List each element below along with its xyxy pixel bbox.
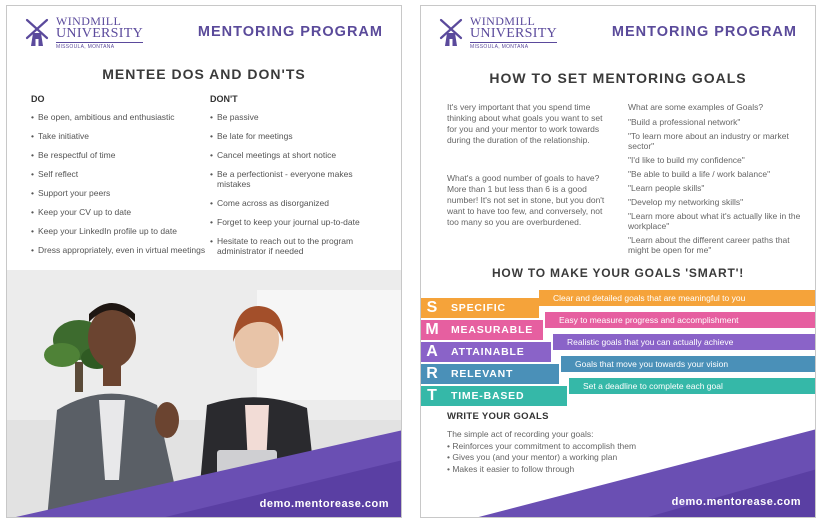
- smart-row-attainable: [421, 338, 816, 358]
- page-header: [421, 6, 815, 58]
- write-goals-item: • Makes it easier to follow through: [447, 463, 575, 474]
- smart-title: HOW TO MAKE YOUR GOALS 'SMART'!: [491, 266, 745, 280]
- list-item: • Dress appropriately, even in virtual meetings: [31, 245, 216, 255]
- logo-line1: WINDMILL: [470, 13, 536, 28]
- goal-example: "Build a professional network": [628, 117, 741, 127]
- do-column: [31, 94, 216, 264]
- smart-word: SPECIFIC: [451, 302, 506, 314]
- do-header: DO: [31, 94, 45, 104]
- write-goals-item: • Gives you (and your mentor) a working plan: [447, 452, 618, 462]
- write-goals-item: • Reinforces your commitment to accomplish them: [447, 440, 637, 451]
- smart-row-relevant: [421, 360, 816, 380]
- dont-header: DON'T: [210, 94, 238, 104]
- dont-list: [210, 112, 388, 256]
- smart-description: Set a deadline to complete each goal: [569, 378, 816, 394]
- smart-label: [421, 320, 543, 340]
- write-goals-header: WRITE YOUR GOALS: [447, 411, 549, 422]
- university-logo: [23, 15, 143, 49]
- do-list: [31, 112, 216, 255]
- dos-donts-page: [6, 5, 402, 518]
- logo-line2: UNIVERSITY: [56, 25, 143, 41]
- smart-word: RELEVANT: [451, 368, 514, 380]
- smart-letter: R: [426, 365, 438, 382]
- goal-example: "To learn more about an industry or market sector": [628, 131, 789, 151]
- program-title: MENTORING PROGRAM: [197, 24, 383, 40]
- smart-label: [421, 298, 539, 318]
- logo-line3: MISSOULA, MONTANA: [470, 43, 529, 50]
- goals-page: [420, 5, 816, 518]
- program-title: MENTORING PROGRAM: [611, 24, 797, 40]
- dont-column: [210, 94, 388, 265]
- smart-letter: A: [426, 343, 438, 360]
- list-item: • Self reflect: [31, 169, 216, 179]
- list-item: • Hesitate to reach out to the program administrator if needed: [210, 236, 388, 256]
- page-title: HOW TO SET MENTORING GOALS: [489, 70, 747, 86]
- smart-letter: S: [426, 299, 438, 316]
- windmill-icon: [437, 17, 465, 47]
- university-logo: [437, 15, 557, 49]
- smart-word: MEASURABLE: [451, 324, 534, 336]
- logo-line2: UNIVERSITY: [470, 25, 557, 41]
- goals-count-paragraph: What's a good number of goals to have? More than 1 but less than 6 is a good number! It's not set in stone, but you don't want to have too few, and conversely, not too many so you are overburdened.: [447, 173, 605, 227]
- list-item: • Be open, ambitious and enthusiastic: [31, 112, 216, 122]
- list-item: • Come across as disorganized: [210, 198, 388, 208]
- smart-label: [421, 364, 559, 384]
- smart-description: Clear and detailed goals that are meaningful to you: [539, 290, 816, 306]
- smart-row-measurable: [421, 316, 816, 336]
- smart-description: Goals that move you towards your vision: [561, 356, 816, 372]
- smart-row-time-based: [421, 382, 816, 402]
- smart-description: Easy to measure progress and accomplishment: [545, 312, 816, 328]
- smart-word: ATTAINABLE: [451, 346, 525, 358]
- smart-letter: M: [425, 321, 439, 338]
- smart-description: Realistic goals that you can actually achieve: [553, 334, 816, 350]
- smart-label: [421, 386, 567, 406]
- page-header: [7, 6, 401, 58]
- examples-header: What are some examples of Goals?: [628, 102, 764, 112]
- list-item: • Keep your LinkedIn profile up to date: [31, 226, 216, 236]
- goal-example: "Learn more about what it's actually like in the workplace": [628, 211, 801, 231]
- goal-example: "Learn about the different career paths that might be open for me": [628, 235, 790, 255]
- goal-example: "I'd like to build my confidence": [628, 155, 745, 165]
- logo-line3: MISSOULA, MONTANA: [56, 43, 115, 50]
- smart-label: [421, 342, 551, 362]
- list-item: • Support your peers: [31, 188, 216, 198]
- website-link[interactable]: demo.mentorease.com: [259, 498, 389, 510]
- goal-example: "Develop my networking skills": [628, 197, 744, 207]
- list-item: • Be passive: [210, 112, 388, 122]
- list-item: • Be late for meetings: [210, 131, 388, 141]
- list-item: • Be respectful of time: [31, 150, 216, 160]
- goal-example: "Learn people skills": [628, 183, 705, 193]
- examples-list: [628, 102, 808, 259]
- smart-letter: T: [427, 387, 437, 404]
- goal-example: "Be able to build a life / work balance": [628, 169, 771, 179]
- list-item: • Cancel meetings at short notice: [210, 150, 388, 160]
- website-link[interactable]: demo.mentorease.com: [671, 496, 801, 508]
- list-item: • Forget to keep your journal up-to-date: [210, 217, 388, 227]
- photo-illustration: [7, 270, 402, 518]
- list-item: • Keep your CV up to date: [31, 207, 216, 217]
- page-title: MENTEE DOS AND DON'TS: [102, 66, 306, 82]
- write-goals-intro: The simple act of recording your goals:: [447, 429, 594, 439]
- list-item: • Be a perfectionist - everyone makes mistakes: [210, 169, 388, 189]
- smart-row-specific: [421, 294, 816, 314]
- windmill-icon: [23, 17, 51, 47]
- logo-line1: WINDMILL: [56, 13, 122, 28]
- intro-paragraph: It's very important that you spend time thinking about what goals you want to set for you and your mentor to work towards during the duration of the relationship.: [447, 102, 603, 145]
- list-item: • Take initiative: [31, 131, 216, 141]
- mentoring-photo: [7, 270, 402, 518]
- smart-word: TIME-BASED: [451, 390, 525, 402]
